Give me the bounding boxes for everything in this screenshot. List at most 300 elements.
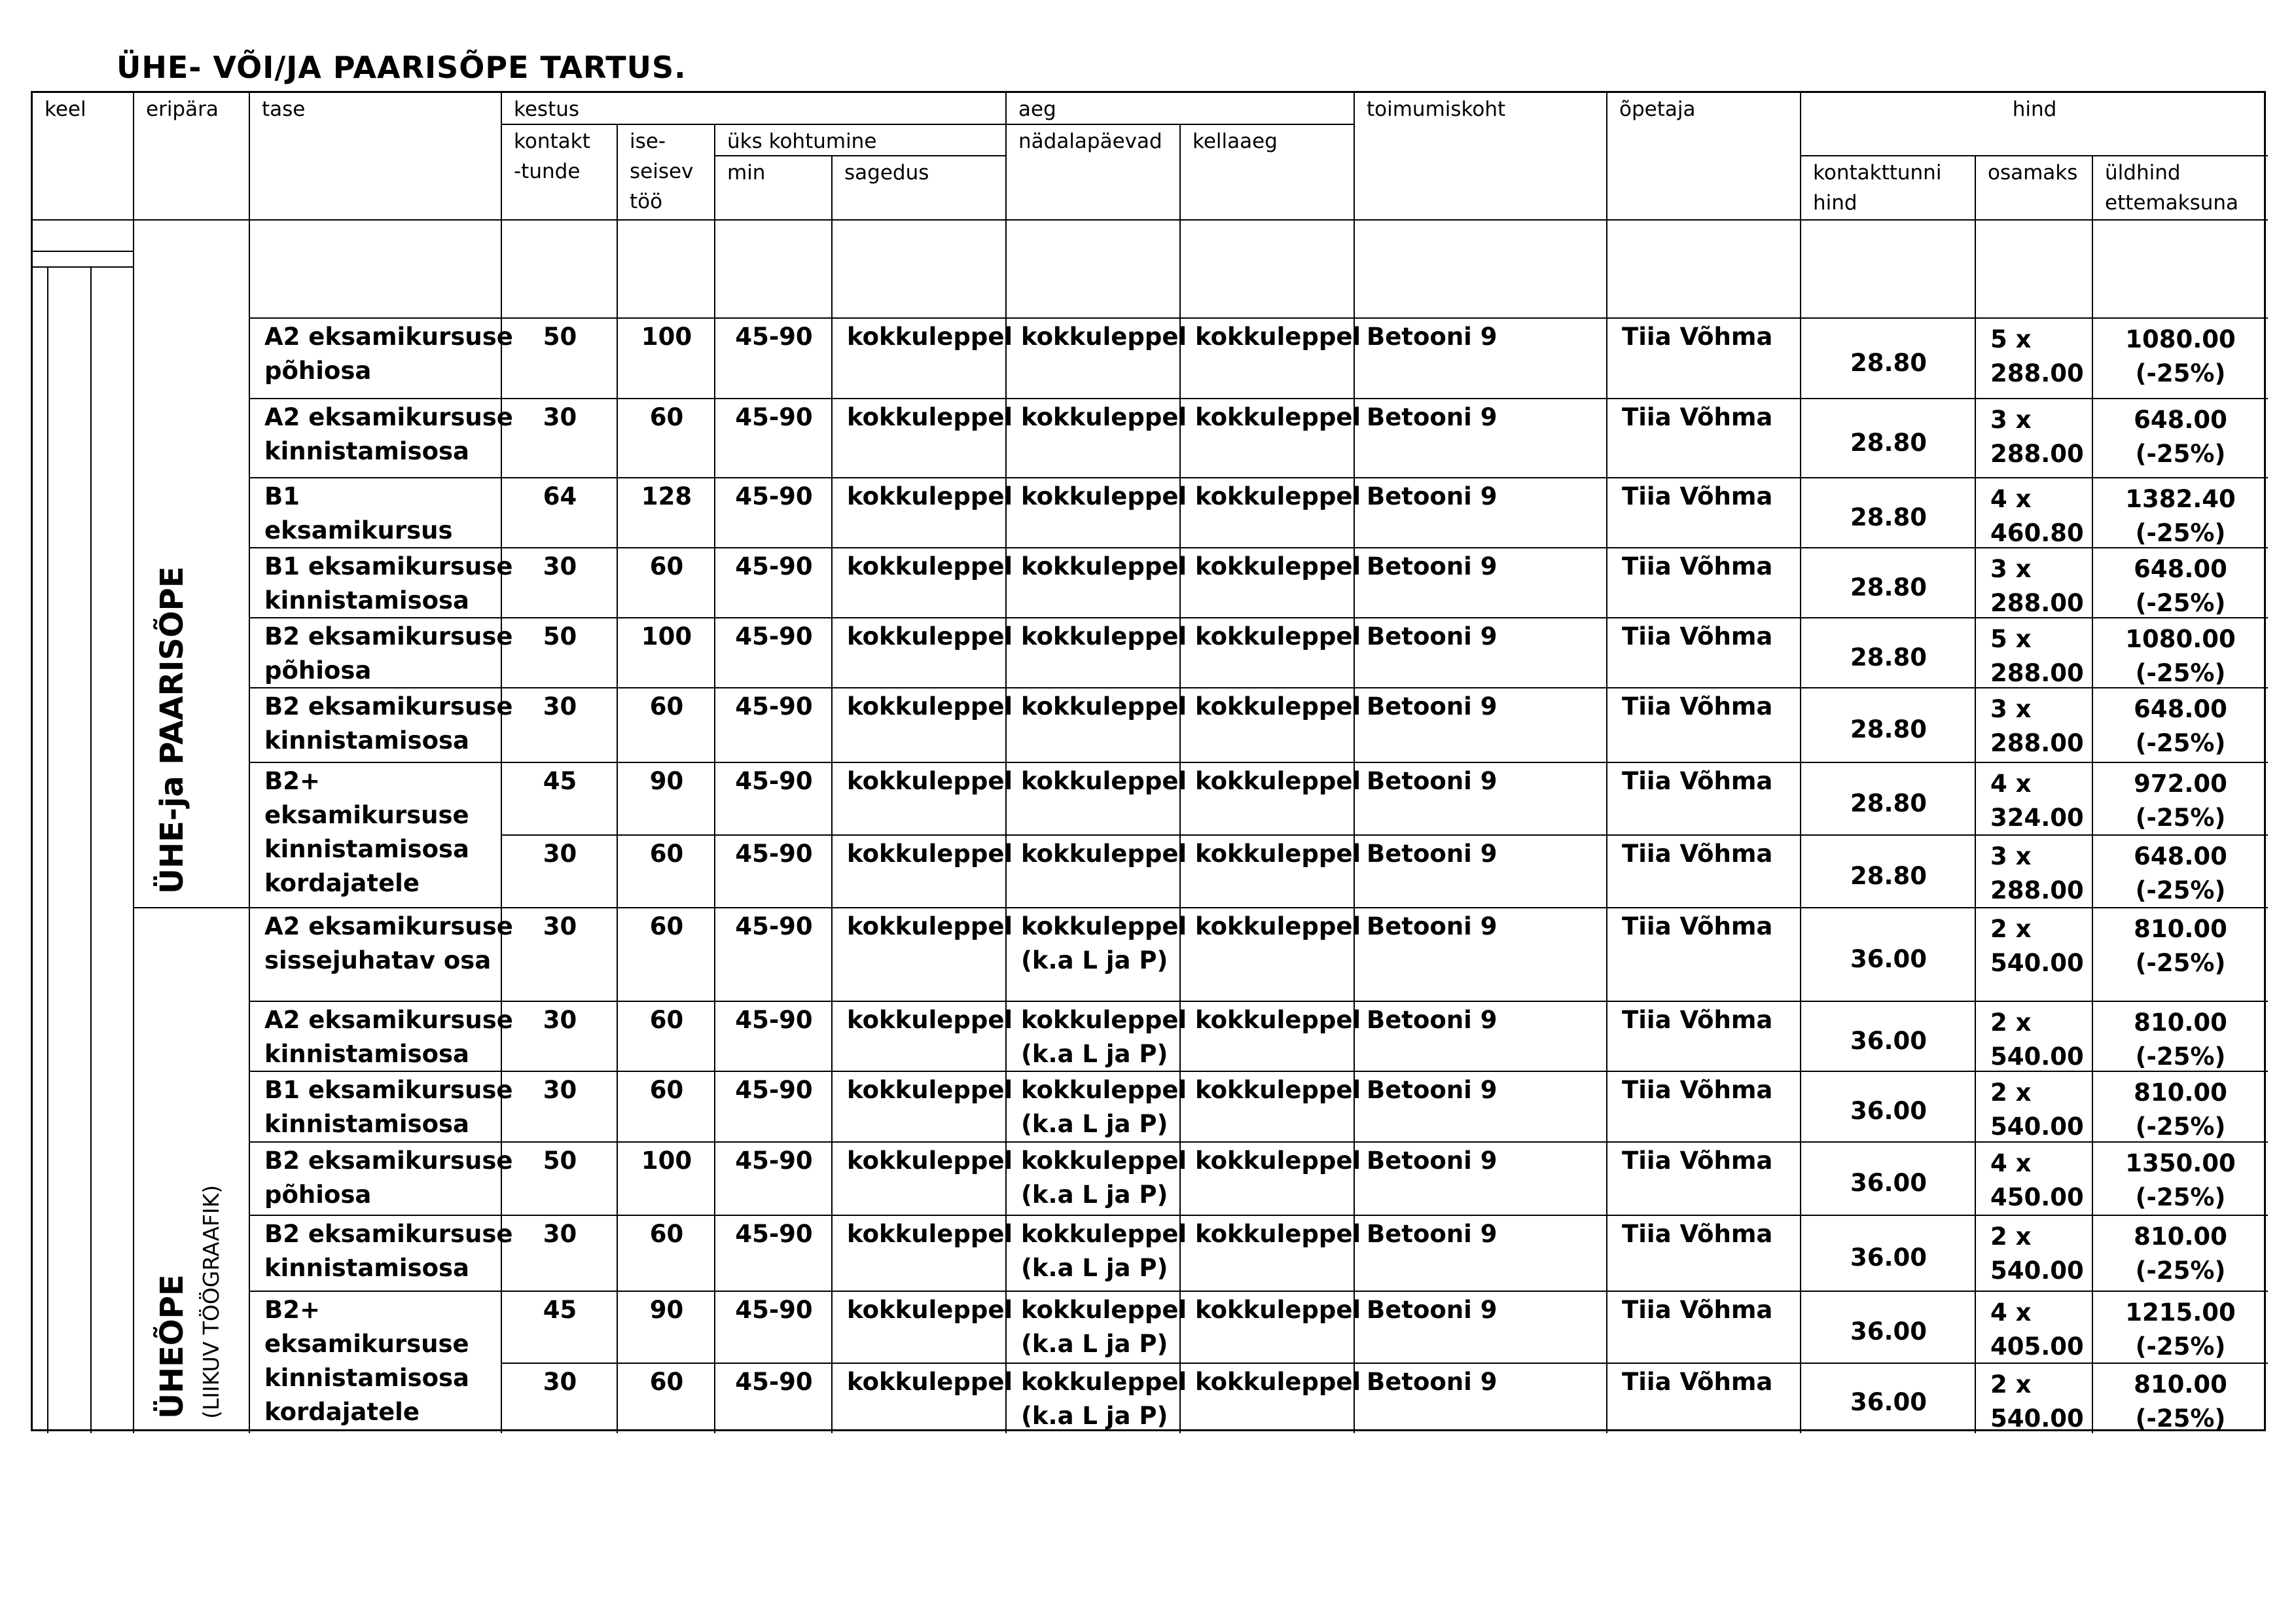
- cell-text: 1080.00 (-25%): [2125, 325, 2236, 387]
- tase-cell: [250, 1216, 513, 1292]
- cell-text: B2 eksamikursuse kinnistamisosa: [264, 692, 513, 755]
- cell-text: kokkuleppel: [1195, 1147, 1361, 1175]
- kontakt-cell: [502, 688, 618, 763]
- cell-text: kokkuleppel: [1021, 552, 1187, 580]
- cell-text: kokkuleppel: [1195, 840, 1361, 868]
- osamaks-cell: [1976, 548, 2093, 618]
- opetaja-cell: [1607, 478, 1801, 548]
- cell-text: 100: [641, 323, 692, 351]
- cell-text: min: [727, 161, 766, 185]
- opetaja-cell: [1607, 763, 1801, 836]
- tase-cell: [250, 478, 502, 548]
- cell-text: kokkuleppel: [1195, 912, 1361, 940]
- kontakt-cell: [502, 478, 618, 548]
- cell-text: Betooni 9: [1367, 622, 1498, 651]
- cell-text: kokkuleppel: [1021, 622, 1187, 651]
- paevad-cell: [1007, 548, 1187, 618]
- cell-text: 60: [649, 1368, 684, 1396]
- uldhind-cell: [2093, 478, 2268, 548]
- cell-text: 45-90: [735, 622, 813, 651]
- spacer-cell: [618, 221, 715, 319]
- cell-text: 36.00: [1850, 1169, 1928, 1197]
- cell-text: keel: [45, 98, 86, 121]
- tase-cell: [250, 1072, 513, 1143]
- cell-text: 30: [543, 1076, 577, 1104]
- cell-text: 810.00 (-25%): [2134, 1079, 2227, 1141]
- cell-text: aeg: [1018, 98, 1056, 121]
- cell-text: 2 x 540.00: [1990, 1222, 2084, 1285]
- tunnihind-cell: [1801, 618, 1976, 688]
- header-aeg: [1007, 93, 1355, 125]
- iseseisev-cell: [618, 618, 715, 688]
- iseseisev-cell: [618, 688, 715, 763]
- cell-text: Tiia Võhma: [1622, 403, 1773, 431]
- cell-text: 28.80: [1850, 861, 1928, 890]
- paevad-cell: [1007, 1002, 1187, 1072]
- cell-text: kokkuleppel (k.a L ja P): [1021, 1220, 1187, 1282]
- cell-text: 30: [543, 1368, 577, 1396]
- osamaks-cell: [1976, 688, 2093, 763]
- cell-text: kokkuleppel: [847, 552, 1013, 580]
- cell-text: Tiia Võhma: [1622, 1076, 1773, 1104]
- cell-text: kokkuleppel: [847, 1368, 1013, 1396]
- uldhind-cell: [2093, 908, 2268, 1002]
- cell-text: kokkuleppel (k.a L ja P): [1021, 1076, 1187, 1138]
- kontakt-cell: [502, 908, 618, 1002]
- cell-text: 60: [649, 692, 684, 721]
- min-cell: [715, 1216, 833, 1292]
- kontakt-cell: [502, 618, 618, 688]
- sagedus-cell: [833, 1143, 1013, 1216]
- opetaja-cell: [1607, 319, 1801, 399]
- cell-text: kokkuleppel: [1195, 1006, 1361, 1034]
- cell-text: kokkuleppel: [1021, 692, 1187, 721]
- page-title: ÜHE- VÕI/JA PAARISÕPE TARTUS.: [117, 50, 687, 85]
- uldhind-cell: [2093, 548, 2268, 618]
- kellaaeg-cell: [1181, 399, 1361, 478]
- cell-text: õpetaja: [1619, 98, 1696, 121]
- cell-text: 45-90: [735, 692, 813, 721]
- group-uheope: [134, 908, 250, 1433]
- cell-text: 100: [641, 1147, 692, 1175]
- header-tase: [250, 93, 502, 221]
- header-opetaja: [1607, 93, 1801, 221]
- cell-text: B1 eksamikursus: [264, 482, 453, 544]
- osamaks-cell: [1976, 399, 2093, 478]
- cell-text: Betooni 9: [1367, 1368, 1498, 1396]
- koht-cell: [1355, 618, 1607, 688]
- tunnihind-cell: [1801, 1072, 1976, 1143]
- spacer-cell: [502, 221, 618, 319]
- min-cell: [715, 1364, 833, 1433]
- kellaaeg-cell: [1181, 1364, 1361, 1433]
- osamaks-cell: [1976, 836, 2093, 908]
- cell-text: 50: [543, 1147, 577, 1175]
- sagedus-cell: [833, 763, 1013, 836]
- cell-text: 30: [543, 692, 577, 721]
- iseseisev-cell: [618, 836, 715, 908]
- cell-text: 90: [649, 767, 684, 795]
- opetaja-cell: [1607, 1143, 1801, 1216]
- cell-text: 45: [543, 1296, 577, 1324]
- cell-text: Tiia Võhma: [1622, 622, 1773, 651]
- cell-text: 972.00 (-25%): [2134, 770, 2227, 832]
- cell-text: 36.00: [1850, 1026, 1928, 1055]
- cell-text: 2 x 540.00: [1990, 1079, 2084, 1141]
- min-cell: [715, 618, 833, 688]
- cell-text: B2 eksamikursuse kinnistamisosa: [264, 1220, 513, 1282]
- cell-text: kokkuleppel: [847, 912, 1013, 940]
- kontakt-cell: [502, 1072, 618, 1143]
- min-cell: [715, 399, 833, 478]
- cell-text: 45-90: [735, 1220, 813, 1248]
- tunnihind-cell: [1801, 319, 1976, 399]
- paevad-cell: [1007, 1072, 1187, 1143]
- kellaaeg-cell: [1181, 836, 1361, 908]
- cell-text: B2+ eksamikursuse kinnistamisosa kordajatele: [264, 1296, 470, 1426]
- kontakt-cell: [502, 399, 618, 478]
- cell-text: kokkuleppel: [1195, 1368, 1361, 1396]
- paevad-cell: [1007, 1143, 1187, 1216]
- sagedus-cell: [833, 908, 1013, 1002]
- osamaks-cell: [1976, 1216, 2093, 1292]
- koht-cell: [1355, 908, 1607, 1002]
- cell-text: Tiia Võhma: [1622, 1147, 1773, 1175]
- koht-cell: [1355, 1143, 1607, 1216]
- cell-text: Tiia Võhma: [1622, 1296, 1773, 1324]
- header-nadalapaevad: [1007, 125, 1181, 221]
- cell-text: 3 x 288.00: [1990, 695, 2084, 757]
- cell-text: kokkuleppel: [847, 482, 1013, 510]
- kellaaeg-cell: [1181, 1292, 1361, 1364]
- cell-text: 60: [649, 552, 684, 580]
- cell-text: B1 eksamikursuse kinnistamisosa: [264, 1076, 513, 1138]
- cell-text: kokkuleppel (k.a L ja P): [1021, 1006, 1187, 1068]
- iseseisev-cell: [618, 908, 715, 1002]
- osamaks-cell: [1976, 1002, 2093, 1072]
- spacer-cell: [250, 221, 502, 319]
- cell-text: 1080.00 (-25%): [2125, 625, 2236, 687]
- cell-text: 36.00: [1850, 1097, 1928, 1125]
- cell-text: Betooni 9: [1367, 840, 1498, 868]
- sagedus-cell: [833, 836, 1013, 908]
- cell-text: 45-90: [735, 1076, 813, 1104]
- iseseisev-cell: [618, 1002, 715, 1072]
- uldhind-cell: [2093, 763, 2268, 836]
- paevad-cell: [1007, 618, 1187, 688]
- cell-text: Tiia Võhma: [1622, 767, 1773, 795]
- cell-text: Tiia Võhma: [1622, 552, 1773, 580]
- cell-text: kokkuleppel: [847, 1220, 1013, 1248]
- opetaja-cell: [1607, 1072, 1801, 1143]
- tase-cell: [250, 1002, 513, 1072]
- tase-cell: [250, 688, 513, 763]
- tunnihind-cell: [1801, 478, 1976, 548]
- kellaaeg-cell: [1181, 688, 1361, 763]
- tunnihind-cell: [1801, 548, 1976, 618]
- koht-cell: [1355, 1216, 1607, 1292]
- uldhind-cell: [2093, 319, 2268, 399]
- cell-text: 64: [543, 482, 577, 510]
- uldhind-cell: [2093, 836, 2268, 908]
- cell-text: 45-90: [735, 767, 813, 795]
- cell-text: 4 x 324.00: [1990, 770, 2084, 832]
- cell-text: kokkuleppel (k.a L ja P): [1021, 912, 1187, 974]
- sagedus-cell: [833, 1072, 1013, 1143]
- iseseisev-cell: [618, 1143, 715, 1216]
- cell-text: A2 eksamikursuse sissejuhatav osa: [264, 912, 513, 974]
- cell-text: 50: [543, 622, 577, 651]
- header-sagedus: [833, 156, 1007, 221]
- cell-text: Betooni 9: [1367, 403, 1498, 431]
- uldhind-cell: [2093, 399, 2268, 478]
- keel-subcell: [33, 221, 134, 252]
- min-cell: [715, 1072, 833, 1143]
- koht-cell: [1355, 478, 1607, 548]
- cell-text: 1350.00 (-25%): [2125, 1149, 2236, 1211]
- cell-text: 45-90: [735, 912, 813, 940]
- cell-text: kokkuleppel: [847, 1147, 1013, 1175]
- cell-text: B2+ eksamikursuse kinnistamisosa kordajatele: [264, 767, 470, 897]
- cell-text: kokkuleppel: [1195, 767, 1361, 795]
- header-uldhind: [2093, 156, 2268, 221]
- cell-text: kokkuleppel: [1021, 482, 1187, 510]
- cell-text: 60: [649, 1076, 684, 1104]
- iseseisev-cell: [618, 548, 715, 618]
- opetaja-cell: [1607, 618, 1801, 688]
- cell-text: eripära: [146, 98, 219, 121]
- cell-text: 45-90: [735, 1006, 813, 1034]
- osamaks-cell: [1976, 478, 2093, 548]
- sagedus-cell: [833, 1216, 1013, 1292]
- koht-cell: [1355, 688, 1607, 763]
- cell-text: 30: [543, 552, 577, 580]
- uldhind-cell: [2093, 1216, 2268, 1292]
- cell-text: toimumiskoht: [1367, 98, 1506, 121]
- min-cell: [715, 548, 833, 618]
- cell-text: 4 x 450.00: [1990, 1149, 2084, 1211]
- cell-text: kokkuleppel (k.a L ja P): [1021, 1296, 1187, 1358]
- kontakt-cell: [502, 1143, 618, 1216]
- cell-text: 810.00 (-25%): [2134, 1370, 2227, 1433]
- cell-text: 45-90: [735, 552, 813, 580]
- header-hind: [1801, 93, 2268, 156]
- header-eripara: [134, 93, 250, 221]
- cell-text: 60: [649, 403, 684, 431]
- uldhind-cell: [2093, 1143, 2268, 1216]
- cell-text: 30: [543, 1006, 577, 1034]
- cell-text: Betooni 9: [1367, 482, 1498, 510]
- cell-text: Betooni 9: [1367, 552, 1498, 580]
- cell-text: B2 eksamikursuse põhiosa: [264, 1147, 513, 1209]
- cell-text: 60: [649, 1220, 684, 1248]
- cell-text: Tiia Võhma: [1622, 323, 1773, 351]
- spacer-cell: [2093, 221, 2268, 319]
- sagedus-cell: [833, 618, 1013, 688]
- cell-text: 60: [649, 1006, 684, 1034]
- cell-text: 3 x 288.00: [1990, 842, 2084, 904]
- koht-cell: [1355, 548, 1607, 618]
- cell-text: Betooni 9: [1367, 1006, 1498, 1034]
- tunnihind-cell: [1801, 763, 1976, 836]
- group-paaris: [134, 221, 250, 908]
- min-cell: [715, 908, 833, 1002]
- paevad-cell: [1007, 1216, 1187, 1292]
- opetaja-cell: [1607, 908, 1801, 1002]
- kontakt-cell: [502, 1292, 618, 1364]
- kontakt-cell: [502, 836, 618, 908]
- min-cell: [715, 1002, 833, 1072]
- cell-text: kokkuleppel: [847, 1076, 1013, 1104]
- tunnihind-cell: [1801, 688, 1976, 763]
- cell-text: 45-90: [735, 1368, 813, 1396]
- paevad-cell: [1007, 763, 1187, 836]
- uldhind-cell: [2093, 1292, 2268, 1364]
- cell-text: 36.00: [1850, 1243, 1928, 1272]
- koht-cell: [1355, 763, 1607, 836]
- cell-text: 2 x 540.00: [1990, 1008, 2084, 1071]
- cell-text: Tiia Võhma: [1622, 912, 1773, 940]
- tase-cell: [250, 908, 513, 1002]
- cell-text: kokkuleppel: [847, 767, 1013, 795]
- cell-text: A2 eksamikursuse kinnistamisosa: [264, 403, 513, 465]
- cell-text: Tiia Võhma: [1622, 692, 1773, 721]
- cell-text: kokkuleppel: [1021, 323, 1187, 351]
- sagedus-cell: [833, 319, 1013, 399]
- cell-text: 28.80: [1850, 503, 1928, 531]
- kontakt-cell: [502, 1002, 618, 1072]
- tase-cell: [250, 319, 513, 399]
- kellaaeg-cell: [1181, 1216, 1361, 1292]
- cell-text: 28.80: [1850, 428, 1928, 457]
- kontakt-cell: [502, 763, 618, 836]
- cell-text: Betooni 9: [1367, 912, 1498, 940]
- cell-text: 648.00 (-25%): [2134, 695, 2227, 757]
- cell-text: 648.00 (-25%): [2134, 555, 2227, 617]
- spacer-cell: [1355, 221, 1607, 319]
- paevad-cell: [1007, 478, 1187, 548]
- sagedus-cell: [833, 1364, 1013, 1433]
- opetaja-cell: [1607, 1002, 1801, 1072]
- tase-cell: [250, 618, 513, 688]
- koht-cell: [1355, 836, 1607, 908]
- cell-text: kokkuleppel: [847, 840, 1013, 868]
- cell-text: 810.00 (-25%): [2134, 1222, 2227, 1285]
- min-cell: [715, 319, 833, 399]
- kellaaeg-cell: [1181, 908, 1361, 1002]
- iseseisev-cell: [618, 478, 715, 548]
- header-keel: [33, 93, 134, 221]
- min-cell: [715, 688, 833, 763]
- paevad-cell: [1007, 1292, 1187, 1364]
- min-cell: [715, 1143, 833, 1216]
- keel-rule-top: [33, 266, 134, 268]
- koht-cell: [1355, 1072, 1607, 1143]
- cell-text: kontakttunni hind: [1813, 161, 1942, 215]
- header-uks-kohtumine: [715, 125, 1007, 156]
- uldhind-cell: [2093, 1364, 2268, 1433]
- cell-text: 30: [543, 912, 577, 940]
- cell-text: kokkuleppel: [1195, 1220, 1361, 1248]
- keel-rule-a: [47, 266, 48, 1433]
- tunnihind-cell: [1801, 1292, 1976, 1364]
- sagedus-cell: [833, 1002, 1013, 1072]
- cell-text: kokkuleppel: [1195, 403, 1361, 431]
- min-cell: [715, 1292, 833, 1364]
- cell-text: kokkuleppel (k.a L ja P): [1021, 1368, 1187, 1430]
- paevad-cell: [1007, 688, 1187, 763]
- tunnihind-cell: [1801, 836, 1976, 908]
- opetaja-cell: [1607, 548, 1801, 618]
- kellaaeg-cell: [1181, 478, 1361, 548]
- uldhind-cell: [2093, 1072, 2268, 1143]
- iseseisev-cell: [618, 399, 715, 478]
- cell-text: Tiia Võhma: [1622, 1368, 1773, 1396]
- cell-text: kokkuleppel: [847, 1296, 1013, 1324]
- cell-text: üks kohtumine: [727, 130, 877, 153]
- tunnihind-cell: [1801, 1143, 1976, 1216]
- cell-text: kokkuleppel (k.a L ja P): [1021, 1147, 1187, 1209]
- iseseisev-cell: [618, 1364, 715, 1433]
- kellaaeg-cell: [1181, 763, 1361, 836]
- cell-text: üldhind ettemaksuna: [2105, 161, 2239, 215]
- header-min: [715, 156, 833, 221]
- cell-text: 648.00 (-25%): [2134, 842, 2227, 904]
- cell-text: 28.80: [1850, 715, 1928, 743]
- tunnihind-cell: [1801, 1002, 1976, 1072]
- header-kellaaeg: [1181, 125, 1355, 221]
- tunnihind-cell: [1801, 399, 1976, 478]
- header-iseseisev: [618, 125, 715, 221]
- cell-text: kokkuleppel: [1195, 552, 1361, 580]
- cell-text: kokkuleppel: [847, 403, 1013, 431]
- opetaja-cell: [1607, 688, 1801, 763]
- kellaaeg-cell: [1181, 548, 1361, 618]
- cell-text: kokkuleppel: [1195, 692, 1361, 721]
- cell-text: 30: [543, 840, 577, 868]
- opetaja-cell: [1607, 399, 1801, 478]
- kellaaeg-cell: [1181, 1072, 1361, 1143]
- osamaks-cell: [1976, 908, 2093, 1002]
- header-osamaks: [1976, 156, 2093, 221]
- tase-cell: [250, 548, 513, 618]
- opetaja-cell: [1607, 1216, 1801, 1292]
- header-kontakttunni-hind: [1801, 156, 1976, 221]
- cell-text: kokkuleppel: [847, 323, 1013, 351]
- cell-text: kokkuleppel: [1195, 323, 1361, 351]
- tase-cell: [250, 763, 502, 908]
- cell-text: Betooni 9: [1367, 323, 1498, 351]
- cell-text: osamaks: [1988, 161, 2078, 185]
- cell-text: 810.00 (-25%): [2134, 915, 2227, 977]
- cell-text: 100: [641, 622, 692, 651]
- tunnihind-cell: [1801, 1216, 1976, 1292]
- cell-text: Tiia Võhma: [1622, 482, 1773, 510]
- cell-text: 4 x 460.80: [1990, 485, 2084, 547]
- kellaaeg-cell: [1181, 319, 1361, 399]
- cell-text: 30: [543, 1220, 577, 1248]
- cell-text: nädalapäevad: [1018, 130, 1162, 153]
- cell-text: 810.00 (-25%): [2134, 1008, 2227, 1071]
- cell-text: 3 x 288.00: [1990, 406, 2084, 468]
- header-toimumiskoht: [1355, 93, 1607, 221]
- spacer-cell: [1607, 221, 1801, 319]
- cell-text: B1 eksamikursuse kinnistamisosa: [264, 552, 513, 615]
- kellaaeg-cell: [1181, 618, 1361, 688]
- cell-text: Tiia Võhma: [1622, 1220, 1773, 1248]
- kontakt-cell: [502, 548, 618, 618]
- cell-text: 2 x 540.00: [1990, 1370, 2084, 1433]
